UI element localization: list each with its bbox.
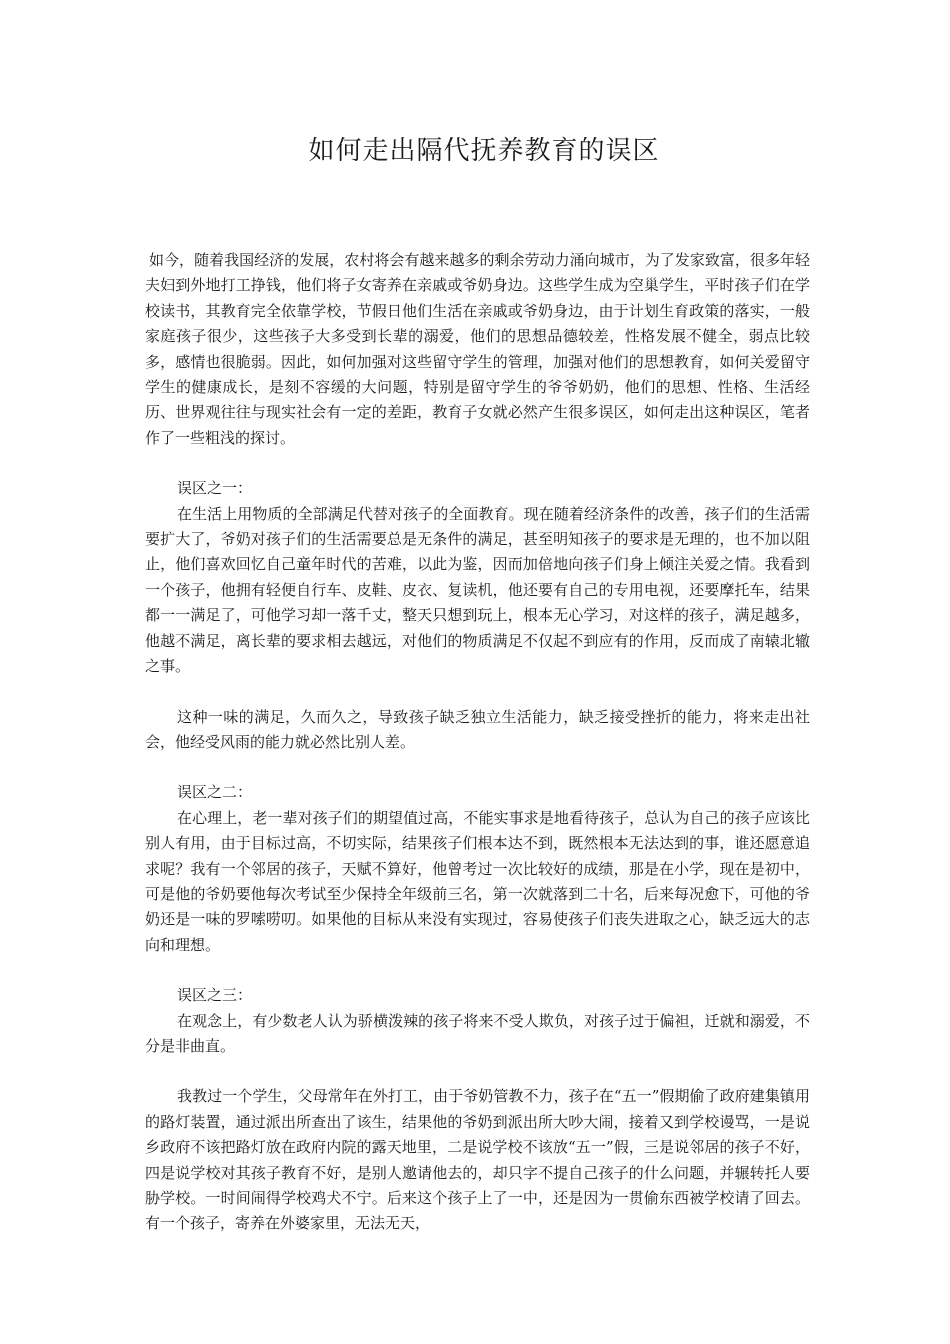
paragraph: 在心理上，老一辈对孩子们的期望值过高，不能实事求是地看待孩子，总认为自己的孩子应该比别人有用，由于目标过高，不切实际，结果孩子们根本达不到，既然根本无法达到的事，谁还愿意追求呢？我有一个邻居的孩子，天赋不算好，他曾考过一次比较好的成绩，那是在小学，现在是初中，可是他的爷奶要他每次考试至少保持全年级前三名，第一次就落到二十名，后来每况愈下，可他的爷奶还是一味的罗嗦唠叨。如果他的目标从来没有实现过，容易使孩子们丧失进取之心，缺乏远大的志向和理想。: [145, 808, 810, 954]
paragraph: 在观念上，有少数老人认为骄横泼辣的孩子将来不受人欺负，对孩子过于偏袒，迁就和溺爱，不分是非曲直。: [145, 1011, 810, 1055]
paragraph: 在生活上用物质的全部满足代替对孩子的全面教育。现在随着经济条件的改善，孩子们的生活需要扩大了，爷奶对孩子们的生活需要总是无条件的满足，甚至明知孩子的要求是无理的，也不加以阻止，他们喜欢回忆自己童年时代的苦难，以此为鉴，因而加倍地向孩子们身上倾注关爱之情。我看到一个孩子，他拥有轻便自行车、皮鞋、皮衣、复读机，他还要有自己的专用电视，还要摩托车，结果都一一满足了，可他学习却一落千丈，整天只想到玩上，根本无心学习，对这样的孩子，满足越多，他越不满足，离长辈的要求相去越远，对他们的物质满足不仅起不到应有的作用，反而成了南辕北辙之事。: [145, 504, 810, 676]
section-heading-3: 误区之三：: [177, 986, 253, 1005]
document-title: 如何走出隔代抚养教育的误区: [308, 136, 660, 166]
paragraph: 这种一味的满足，久而久之，导致孩子缺乏独立生活能力，缺乏接受挫折的能力，将来走出社会，他经受风雨的能力就必然比别人差。: [145, 707, 810, 751]
section-heading-1: 误区之一：: [177, 479, 253, 498]
paragraph: 我教过一个学生，父母常年在外打工，由于爷奶管教不力，孩子在“五一”假期偷了政府建集镇用的路灯装置，通过派出所查出了该生，结果他的爷奶到派出所大吵大闹，接着又到学校谩骂，一是说乡政府不该把路灯放在政府内院的露天地里，二是说学校不该放“五一”假，三是说邻居的孩子不好，四是说学校对其孩子教育不好，是别人邀请他去的，却只字不提自己孩子的什么问题，并辗转托人要胁学校。一时间闹得学校鸡犬不宁。后来这个孩子上了一中，还是因为一贯偷东西被学校请了回去。有一个孩子，寄养在外婆家里，无法无天，: [145, 1087, 810, 1233]
document-body: [145, 248, 810, 1237]
intro-paragraph: 如今，随着我国经济的发展，农村将会有越来越多的剩余劳动力涌向城市，为了发家致富，很多年轻夫妇到外地打工挣钱，他们将子女寄养在亲戚或爷奶身边。这些学生成为空巢学生，平时孩子们在学校读书，其教育完全依靠学校，节假日他们生活在亲戚或爷奶身边，由于计划生育政策的落实，一般家庭孩子很少，这些孩子大多受到长辈的溺爱，他们的思想品德较差，性格发展不健全，弱点比较多，感情也很脆弱。因此，如何加强对这些留守学生的管理，加强对他们的思想教育，如何关爱留守学生的健康成长，是刻不容缓的大问题，特别是留守学生的爷爷奶奶，他们的思想、性格、生活经历、世界观往往与现实社会有一定的差距，教育子女就必然产生很多误区，如何走出这种误区，笔者作了一些粗浅的探讨。: [145, 251, 810, 447]
section-heading-2: 误区之二：: [177, 783, 253, 802]
